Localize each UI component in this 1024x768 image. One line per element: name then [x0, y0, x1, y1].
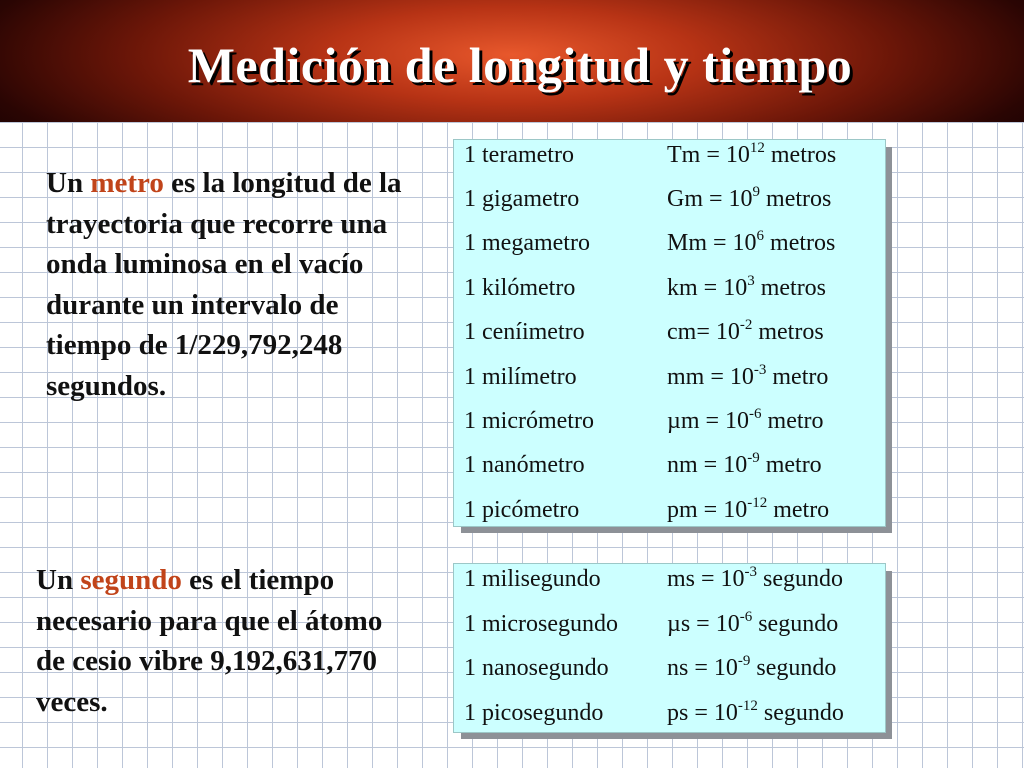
- metro-definition: [46, 163, 416, 406]
- unit-equivalence: ps = $10^{-12}$ segundo: [667, 698, 844, 726]
- unit-equivalence: $\mu s = 10^{-6}$ segundo: [667, 609, 839, 637]
- slide-title: Medición de longitud y tiempo: [187, 37, 853, 93]
- metro-term: metro: [90, 167, 164, 199]
- unit-equivalence: ms = $10^{-3}$ segundo: [667, 564, 844, 592]
- unit-name: 1 milisegundo: [464, 566, 601, 592]
- unit-name: 1 gigametro: [464, 186, 580, 212]
- segundo-definition: [36, 560, 416, 722]
- unit-name: 1 terametro: [464, 142, 574, 168]
- unit-equivalence: nm = $10^{-9}$ metro: [667, 450, 822, 478]
- unit-name: 1 ceníimetro: [464, 319, 585, 345]
- exponent: 12: [749, 140, 765, 156]
- exponent: 6: [756, 228, 765, 244]
- unit-equivalence: $cm= 10^{-2}$ metros: [667, 317, 824, 345]
- segundo-definition-lead: Un: [36, 564, 81, 596]
- unit-name: 1 picosegundo: [464, 700, 604, 726]
- time-units-table: [453, 563, 886, 733]
- unit-equivalence: $Tm = 10^{12}$ metros: [667, 140, 837, 168]
- unit-name: 1 megametro: [464, 230, 590, 256]
- unit-equivalence: $\mu m = 10^{-6}$ metro: [667, 406, 824, 434]
- unit-name: 1 kilómetro: [464, 275, 576, 301]
- unit-equivalence: $Gm = 10^9$ metros: [667, 184, 832, 212]
- exponent: -2: [739, 317, 753, 333]
- unit-name: 1 microsegundo: [464, 611, 618, 637]
- unit-equivalence: km = $10^3$ metros: [667, 273, 827, 301]
- metro-definition-lead: Un: [46, 167, 91, 199]
- exponent: -12: [737, 698, 758, 714]
- exponent: -6: [739, 609, 753, 625]
- segundo-term: segundo: [80, 564, 182, 596]
- exponent: -3: [744, 564, 758, 580]
- length-units-table: [453, 139, 886, 527]
- unit-name: 1 micrómetro: [464, 408, 594, 434]
- exponent: 3: [747, 273, 755, 289]
- unit-name: 1 nanosegundo: [464, 655, 609, 681]
- unit-equivalence: pm = $10^{-12}$ metro: [667, 495, 830, 523]
- exponent: -6: [749, 406, 762, 422]
- title-banner: [0, 0, 1024, 122]
- unit-equivalence: ns = $10^{-9}$ segundo: [667, 653, 837, 681]
- exponent: -9: [747, 450, 760, 466]
- exponent: 9: [752, 184, 761, 200]
- unit-name: 1 nanómetro: [464, 452, 585, 478]
- unit-name: 1 milímetro: [464, 364, 577, 390]
- exponent: -3: [753, 362, 767, 378]
- unit-equivalence: $Mm = 10^6$ metros: [667, 228, 836, 256]
- metro-definition-body: es la longitud de la trayectoria que recorre una onda luminosa en el vacío durante un intervalo de tiempo de 1/229,792,248 segundos.: [46, 167, 402, 402]
- unit-name: 1 picómetro: [464, 497, 580, 523]
- segundo-definition-body: es el tiempo necesario para que el átomo de cesio vibre 9,192,631,770 veces.: [36, 564, 383, 718]
- unit-equivalence: mm = $10^{-3}$ metro: [667, 362, 829, 390]
- exponent: -12: [747, 495, 768, 511]
- exponent: -9: [737, 653, 751, 669]
